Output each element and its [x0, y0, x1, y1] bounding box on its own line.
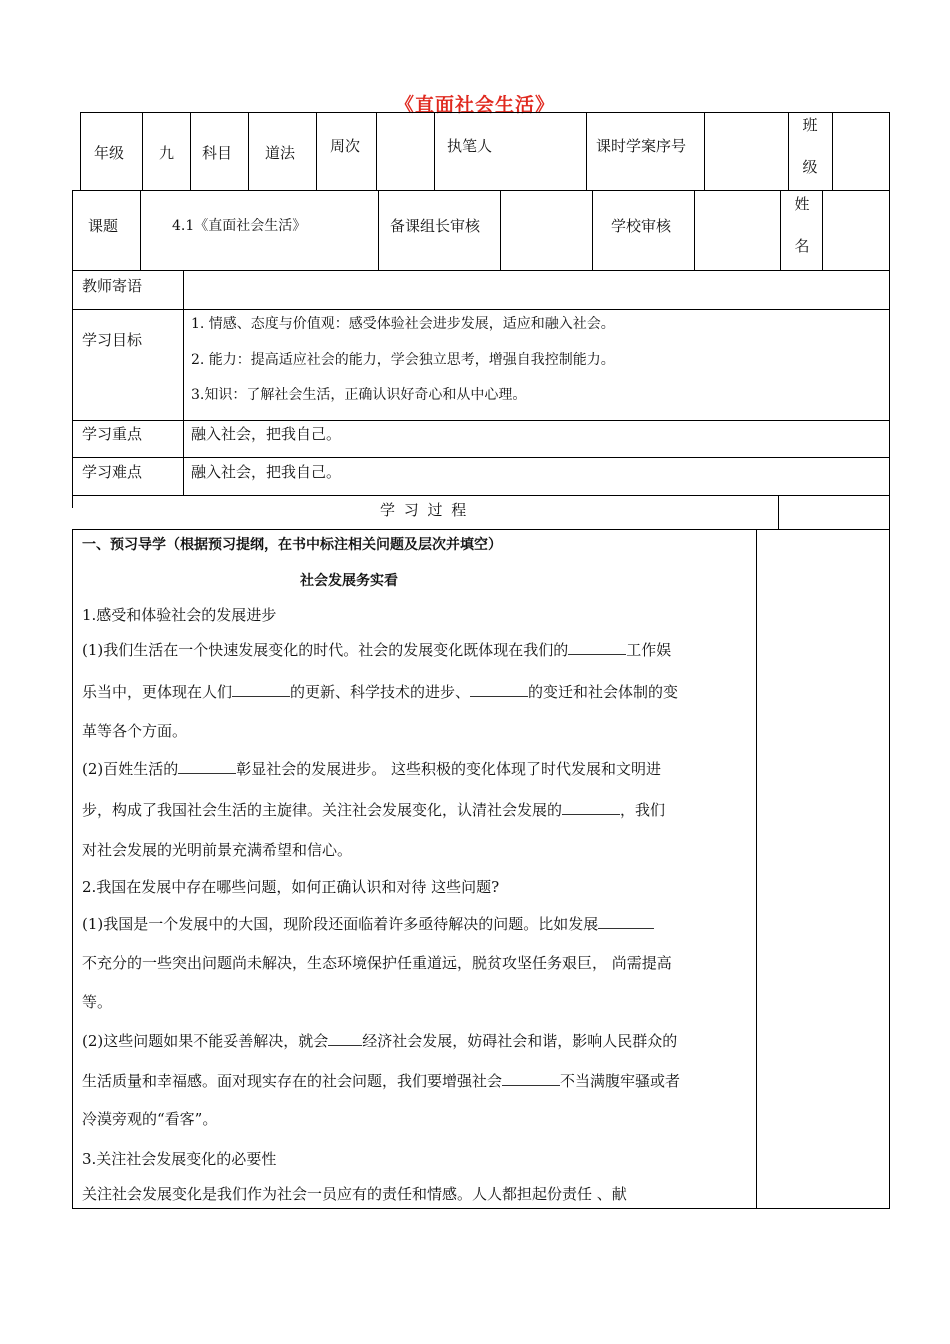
author-value-field[interactable] — [500, 114, 584, 188]
text-segment: 彰显社会的发展进步。 这些积极的变化体现了时代发展和文明进 — [236, 760, 662, 778]
paragraph-line: 不充分的一些突出问题尚未解决，生态环境保护任重道远，脱贫攻坚任务艰巨， 尚需提高 — [82, 954, 672, 972]
table-border — [72, 495, 890, 496]
fill-blank[interactable] — [470, 682, 528, 697]
table-border — [434, 112, 435, 190]
objective-item: 2. 能力：提高适应社会的能力，学会独立思考，增强自我控制能力。 — [191, 352, 615, 368]
name-field[interactable] — [824, 192, 887, 268]
name-label-1: 姓 — [794, 195, 810, 213]
table-border — [80, 112, 890, 113]
text-segment: 的变迁和社会体制的变 — [528, 683, 679, 701]
name-label-2: 名 — [794, 237, 810, 255]
text-segment: 乐当中，更体现在人们 — [82, 683, 233, 701]
week-label: 周次 — [330, 137, 361, 155]
table-border — [704, 112, 705, 190]
table-border — [889, 529, 890, 1208]
table-border — [780, 190, 781, 270]
fill-blank[interactable] — [568, 640, 626, 655]
teacher-message-label: 教师寄语 — [82, 277, 143, 295]
table-border — [822, 190, 823, 270]
paragraph-heading: 1.感受和体验社会的发展进步 — [82, 606, 277, 624]
lesson-number-label: 课时学案序号 — [596, 137, 687, 155]
paragraph-heading: 3.关注社会发展变化的必要性 — [82, 1150, 277, 1168]
key-points-label: 学习重点 — [82, 425, 143, 443]
school-review-field[interactable] — [696, 192, 778, 268]
table-border — [788, 112, 789, 190]
paragraph-line — [82, 632, 748, 669]
paragraph-line: 等。 — [82, 993, 113, 1011]
fill-blank[interactable] — [598, 914, 654, 929]
paragraph-line: 关注社会发展变化是我们作为社会一员应有的责任和情感。人人都担起份责任 、献 — [82, 1185, 627, 1203]
table-border — [694, 190, 695, 270]
table-border — [378, 190, 379, 270]
table-border — [190, 112, 191, 190]
text-segment: 经济社会发展，妨碍社会和谐，影响人民群众的 — [362, 1032, 678, 1050]
topic-value: 4.1《直面社会生活》 — [172, 218, 307, 234]
grade-label: 年级 — [94, 144, 125, 162]
section-heading: 一、预习导学（根据预习提纲，在书中标注相关问题及层次并填空） — [82, 537, 502, 553]
text-segment: (1)我国是一个发展中的大国，现阶段还面临着许多亟待解决的问题。比如发展 — [82, 915, 599, 933]
table-border — [248, 112, 249, 190]
paragraph-line — [82, 906, 748, 943]
objectives-label: 学习目标 — [82, 331, 143, 349]
paragraph-heading: 2.我国在发展中存在哪些问题，如何正确认识和对待 这些问题? — [82, 878, 500, 896]
text-segment: 的更新、科学技术的进步、 — [290, 683, 471, 701]
subject-label: 科目 — [202, 144, 233, 162]
table-border — [832, 112, 833, 190]
school-review-label: 学校审核 — [611, 217, 672, 235]
objective-item: 1. 情感、态度与价值观：感受体验社会进步发展，适应和融入社会。 — [191, 316, 615, 332]
difficulties-value: 融入社会，把我自己。 — [191, 463, 342, 481]
key-points-value: 融入社会，把我自己。 — [191, 425, 342, 443]
teacher-message-field[interactable] — [185, 272, 887, 307]
paragraph-line — [82, 674, 748, 711]
table-border — [72, 190, 890, 191]
learning-process-header: 学 习 过 程 — [380, 501, 469, 519]
lesson-number-field[interactable] — [706, 114, 786, 188]
table-border — [140, 190, 141, 270]
table-border — [889, 112, 890, 190]
table-border — [500, 190, 501, 270]
paragraph-line: 冷漠旁观的“看客”。 — [82, 1110, 218, 1128]
table-border — [72, 457, 890, 458]
text-segment: (2)这些问题如果不能妥善解决，就会 — [82, 1032, 329, 1050]
table-border — [72, 529, 890, 530]
fill-blank[interactable] — [232, 682, 290, 697]
table-border — [142, 112, 143, 190]
objective-item: 3.知识：了解社会生活，正确认识好奇心和从中心理。 — [191, 387, 527, 403]
fill-blank[interactable] — [562, 800, 620, 815]
difficulties-label: 学习难点 — [82, 463, 143, 481]
text-segment: 不当满腹牢骚或者 — [560, 1072, 681, 1090]
text-segment: (1)我们生活在一个快速发展变化的时代。社会的发展变化既体现在我们的 — [82, 641, 569, 659]
table-border — [183, 270, 184, 495]
week-value-field[interactable] — [378, 114, 432, 188]
table-border — [376, 112, 377, 190]
paragraph-line — [82, 751, 748, 788]
paragraph-line — [82, 1063, 748, 1100]
text-segment: 步，构成了我国社会生活的主旋律。关注社会发展变化，认清社会发展的 — [82, 801, 563, 819]
table-border — [80, 112, 81, 190]
table-border — [889, 190, 890, 530]
topic-label: 课题 — [88, 217, 119, 235]
subject-value: 道法 — [265, 144, 296, 162]
table-border — [756, 529, 757, 1208]
fill-blank[interactable] — [178, 759, 236, 774]
group-leader-review-label: 备课组长审核 — [390, 217, 481, 235]
fill-blank[interactable] — [328, 1031, 362, 1046]
grade-value: 九 — [159, 144, 175, 162]
table-border — [72, 270, 890, 271]
table-border — [586, 112, 587, 190]
subheading: 社会发展务实看 — [300, 573, 398, 589]
table-border — [72, 529, 73, 1208]
text-segment: ，我们 — [620, 801, 666, 819]
paragraph-line — [82, 1023, 748, 1060]
text-segment: 生活质量和幸福感。面对现实存在的社会问题，我们要增强社会 — [82, 1072, 503, 1090]
text-segment: (2)百姓生活的 — [82, 760, 179, 778]
table-border — [592, 190, 593, 270]
table-border — [72, 420, 890, 421]
class-value-field[interactable] — [834, 114, 887, 188]
table-border — [72, 190, 73, 508]
fill-blank[interactable] — [502, 1071, 560, 1086]
author-label: 执笔人 — [447, 137, 493, 155]
table-border — [72, 309, 890, 310]
table-border — [316, 112, 317, 190]
paragraph-line: 对社会发展的光明前景充满希望和信心。 — [82, 841, 353, 859]
paragraph-line: 革等各个方面。 — [82, 722, 188, 740]
group-leader-review-field[interactable] — [502, 192, 590, 268]
table-border — [778, 495, 779, 529]
text-segment: 工作娱 — [626, 641, 672, 659]
class-label-2: 级 — [802, 158, 818, 176]
document-title: 《直面社会生活》 — [394, 94, 555, 116]
class-label-1: 班 — [802, 116, 818, 134]
paragraph-line — [82, 792, 748, 829]
